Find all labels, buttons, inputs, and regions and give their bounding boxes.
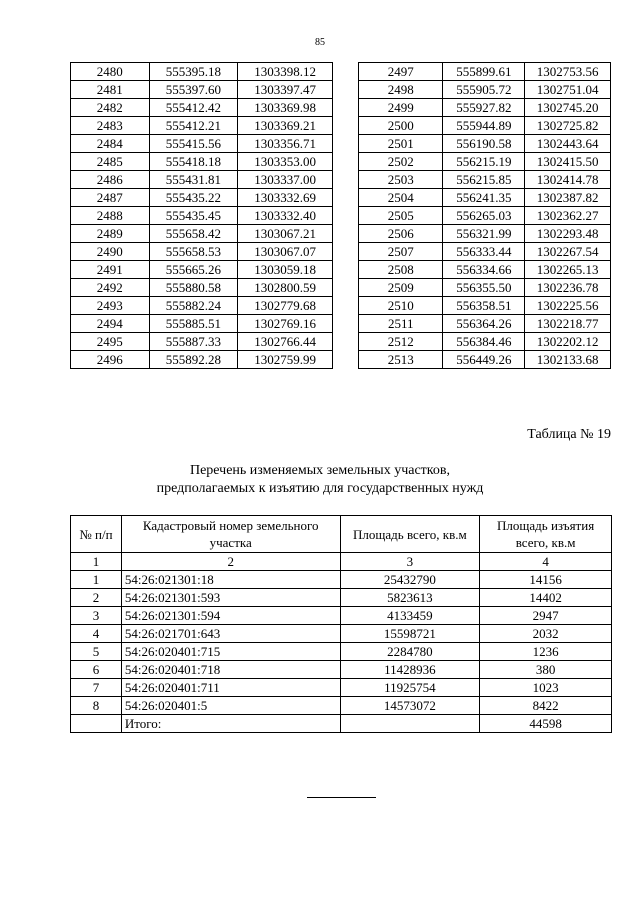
total-area: 25432790 (340, 571, 480, 589)
point-number: 2488 (71, 207, 150, 225)
coordinate-row (71, 117, 333, 135)
coordinate-row (71, 261, 333, 279)
cadastral-number: 54:26:021301:18 (121, 571, 340, 589)
total-row (71, 715, 612, 733)
coordinate-y: 1302751.04 (525, 81, 611, 99)
coordinate-row (71, 297, 333, 315)
coordinate-x: 555882.24 (149, 297, 238, 315)
coordinate-y: 1302759.99 (238, 351, 333, 369)
seized-area: 1236 (480, 643, 612, 661)
coordinate-y: 1303369.21 (238, 117, 333, 135)
point-number: 2510 (359, 297, 443, 315)
point-number: 2486 (71, 171, 150, 189)
point-number: 2505 (359, 207, 443, 225)
coordinate-y: 1302443.64 (525, 135, 611, 153)
coordinates-table-left (70, 62, 333, 369)
table-title-line-1: Перечень изменяемых земельных участков, (189, 463, 450, 478)
header-cadastral-number: Кадастровый номер земельного участка (121, 516, 340, 553)
cadastral-number: 54:26:020401:711 (121, 679, 340, 697)
point-number: 2501 (359, 135, 443, 153)
coordinate-y: 1303398.12 (238, 63, 333, 81)
row-number: 1 (71, 571, 122, 589)
point-number: 2487 (71, 189, 150, 207)
coordinate-row (71, 171, 333, 189)
coordinate-row (359, 99, 611, 117)
coordinate-y: 1302766.44 (238, 333, 333, 351)
coordinate-x: 555418.18 (149, 153, 238, 171)
coordinate-row (359, 117, 611, 135)
coordinate-x: 556321.99 (443, 225, 525, 243)
coordinate-x: 555395.18 (149, 63, 238, 81)
coordinate-y: 1302293.48 (525, 225, 611, 243)
parcel-row (71, 607, 612, 625)
point-number: 2484 (71, 135, 150, 153)
coordinate-row (71, 153, 333, 171)
row-number: 4 (71, 625, 122, 643)
total-area: 15598721 (340, 625, 480, 643)
coordinate-y: 1303369.98 (238, 99, 333, 117)
coordinate-y: 1302202.12 (525, 333, 611, 351)
coordinate-row (71, 351, 333, 369)
column-number-3: 3 (340, 553, 480, 571)
coordinate-y: 1302779.68 (238, 297, 333, 315)
parcel-row (71, 661, 612, 679)
coordinate-y: 1303067.21 (238, 225, 333, 243)
page-number: 85 (315, 37, 325, 48)
coordinate-y: 1303353.00 (238, 153, 333, 171)
total-area: 11925754 (340, 679, 480, 697)
coordinate-y: 1303059.18 (238, 261, 333, 279)
column-number-1: 1 (71, 553, 122, 571)
coordinate-row (71, 207, 333, 225)
coordinate-row (359, 297, 611, 315)
parcel-row (71, 589, 612, 607)
seized-area: 380 (480, 661, 612, 679)
parcel-table-header-row (71, 516, 612, 553)
point-number: 2490 (71, 243, 150, 261)
coordinate-y: 1302769.16 (238, 315, 333, 333)
coordinate-y: 1302753.56 (525, 63, 611, 81)
coordinate-row (359, 171, 611, 189)
point-number: 2506 (359, 225, 443, 243)
coordinate-x: 556449.26 (443, 351, 525, 369)
coordinate-row (71, 333, 333, 351)
coordinates-table-right (358, 62, 611, 369)
coordinate-y: 1302415.50 (525, 153, 611, 171)
coordinate-x: 556355.50 (443, 279, 525, 297)
coordinate-row (71, 81, 333, 99)
point-number: 2512 (359, 333, 443, 351)
coordinate-y: 1303397.47 (238, 81, 333, 99)
coordinate-row (359, 63, 611, 81)
row-number: 5 (71, 643, 122, 661)
total-area: 14573072 (340, 697, 480, 715)
point-number: 2500 (359, 117, 443, 135)
coordinate-row (359, 189, 611, 207)
coordinate-y: 1302218.77 (525, 315, 611, 333)
seized-area: 14402 (480, 589, 612, 607)
seized-area: 2947 (480, 607, 612, 625)
header-seized-area: Площадь изъятия всего, кв.м (480, 516, 612, 553)
row-number: 3 (71, 607, 122, 625)
coordinate-y: 1303067.07 (238, 243, 333, 261)
coordinate-x: 555415.56 (149, 135, 238, 153)
coordinate-x: 555927.82 (443, 99, 525, 117)
coordinate-x: 556364.26 (443, 315, 525, 333)
seized-area: 8422 (480, 697, 612, 715)
coordinate-x: 556241.35 (443, 189, 525, 207)
point-number: 2509 (359, 279, 443, 297)
coordinate-row (359, 243, 611, 261)
point-number: 2492 (71, 279, 150, 297)
row-number: 8 (71, 697, 122, 715)
coordinate-x: 555658.42 (149, 225, 238, 243)
footer-rule (307, 797, 376, 798)
table-title-line-2: предполагаемых к изъятию для государственных нужд (156, 481, 484, 496)
point-number: 2507 (359, 243, 443, 261)
coordinate-x: 555397.60 (149, 81, 238, 99)
coordinate-row (359, 351, 611, 369)
coordinate-x: 555435.22 (149, 189, 238, 207)
coordinate-y: 1302414.78 (525, 171, 611, 189)
parcel-row (71, 679, 612, 697)
coordinate-x: 555880.58 (149, 279, 238, 297)
coordinate-x: 555887.33 (149, 333, 238, 351)
point-number: 2491 (71, 261, 150, 279)
coordinate-y: 1303337.00 (238, 171, 333, 189)
coordinate-x: 555665.26 (149, 261, 238, 279)
coordinate-y: 1302745.20 (525, 99, 611, 117)
seized-area: 14156 (480, 571, 612, 589)
seized-area: 2032 (480, 625, 612, 643)
point-number: 2498 (359, 81, 443, 99)
coordinate-row (359, 225, 611, 243)
point-number: 2502 (359, 153, 443, 171)
parcel-row (71, 625, 612, 643)
coordinate-x: 555435.45 (149, 207, 238, 225)
coordinate-x: 556333.44 (443, 243, 525, 261)
coordinate-x: 555658.53 (149, 243, 238, 261)
point-number: 2493 (71, 297, 150, 315)
coordinate-y: 1303332.40 (238, 207, 333, 225)
point-number: 2483 (71, 117, 150, 135)
coordinate-row (359, 315, 611, 333)
point-number: 2508 (359, 261, 443, 279)
point-number: 2494 (71, 315, 150, 333)
coordinate-x: 555412.42 (149, 99, 238, 117)
coordinate-x: 556358.51 (443, 297, 525, 315)
coordinate-row (71, 189, 333, 207)
coordinate-row (71, 63, 333, 81)
point-number: 2496 (71, 351, 150, 369)
point-number: 2513 (359, 351, 443, 369)
total-area: 4133459 (340, 607, 480, 625)
coordinate-row (71, 225, 333, 243)
coordinate-row (359, 261, 611, 279)
coordinate-x: 555885.51 (149, 315, 238, 333)
parcel-row (71, 571, 612, 589)
coordinate-y: 1302265.13 (525, 261, 611, 279)
coordinate-x: 556215.19 (443, 153, 525, 171)
total-area: 5823613 (340, 589, 480, 607)
coordinate-row (359, 135, 611, 153)
coordinate-row (71, 243, 333, 261)
coordinate-row (359, 333, 611, 351)
coordinate-x: 555899.61 (443, 63, 525, 81)
column-number-4: 4 (480, 553, 612, 571)
parcel-table-column-numbers (71, 553, 612, 571)
point-number: 2499 (359, 99, 443, 117)
coordinate-row (71, 135, 333, 153)
coordinate-x: 556334.66 (443, 261, 525, 279)
coordinate-y: 1303356.71 (238, 135, 333, 153)
parcel-row (71, 643, 612, 661)
total-area: 11428936 (340, 661, 480, 679)
total-area: 2284780 (340, 643, 480, 661)
coordinate-x: 556265.03 (443, 207, 525, 225)
coordinate-y: 1302133.68 (525, 351, 611, 369)
coordinate-x: 555905.72 (443, 81, 525, 99)
point-number: 2489 (71, 225, 150, 243)
coordinate-x: 556190.58 (443, 135, 525, 153)
coordinate-x: 556384.46 (443, 333, 525, 351)
point-number: 2481 (71, 81, 150, 99)
total-area-empty-cell (340, 715, 480, 733)
point-number: 2511 (359, 315, 443, 333)
column-number-2: 2 (121, 553, 340, 571)
table-title (0, 462, 640, 498)
coordinate-y: 1302362.27 (525, 207, 611, 225)
parcel-table (70, 515, 612, 733)
point-number: 2504 (359, 189, 443, 207)
coordinate-y: 1302236.78 (525, 279, 611, 297)
coordinate-x: 556215.85 (443, 171, 525, 189)
coordinate-x: 555431.81 (149, 171, 238, 189)
coordinate-row (359, 279, 611, 297)
header-number: № п/п (71, 516, 122, 553)
cadastral-number: 54:26:020401:715 (121, 643, 340, 661)
coordinate-row (359, 207, 611, 225)
header-total-area: Площадь всего, кв.м (340, 516, 480, 553)
total-empty-cell (71, 715, 122, 733)
parcel-row (71, 697, 612, 715)
point-number: 2485 (71, 153, 150, 171)
total-label: Итого: (121, 715, 340, 733)
coordinate-row (359, 153, 611, 171)
cadastral-number: 54:26:021301:594 (121, 607, 340, 625)
row-number: 6 (71, 661, 122, 679)
point-number: 2503 (359, 171, 443, 189)
total-value: 44598 (480, 715, 612, 733)
coordinate-y: 1302267.54 (525, 243, 611, 261)
coordinate-x: 555944.89 (443, 117, 525, 135)
coordinate-y: 1303332.69 (238, 189, 333, 207)
seized-area: 1023 (480, 679, 612, 697)
point-number: 2480 (71, 63, 150, 81)
cadastral-number: 54:26:021701:643 (121, 625, 340, 643)
coordinate-y: 1302387.82 (525, 189, 611, 207)
coordinate-row (359, 81, 611, 99)
coordinate-row (71, 279, 333, 297)
cadastral-number: 54:26:020401:5 (121, 697, 340, 715)
point-number: 2495 (71, 333, 150, 351)
coordinate-y: 1302725.82 (525, 117, 611, 135)
coordinate-x: 555892.28 (149, 351, 238, 369)
row-number: 7 (71, 679, 122, 697)
coordinate-row (71, 99, 333, 117)
cadastral-number: 54:26:020401:718 (121, 661, 340, 679)
coordinate-x: 555412.21 (149, 117, 238, 135)
row-number: 2 (71, 589, 122, 607)
coordinate-row (71, 315, 333, 333)
coordinate-y: 1302225.56 (525, 297, 611, 315)
point-number: 2497 (359, 63, 443, 81)
cadastral-number: 54:26:021301:593 (121, 589, 340, 607)
point-number: 2482 (71, 99, 150, 117)
coordinate-y: 1302800.59 (238, 279, 333, 297)
table-label: Таблица № 19 (527, 427, 611, 442)
